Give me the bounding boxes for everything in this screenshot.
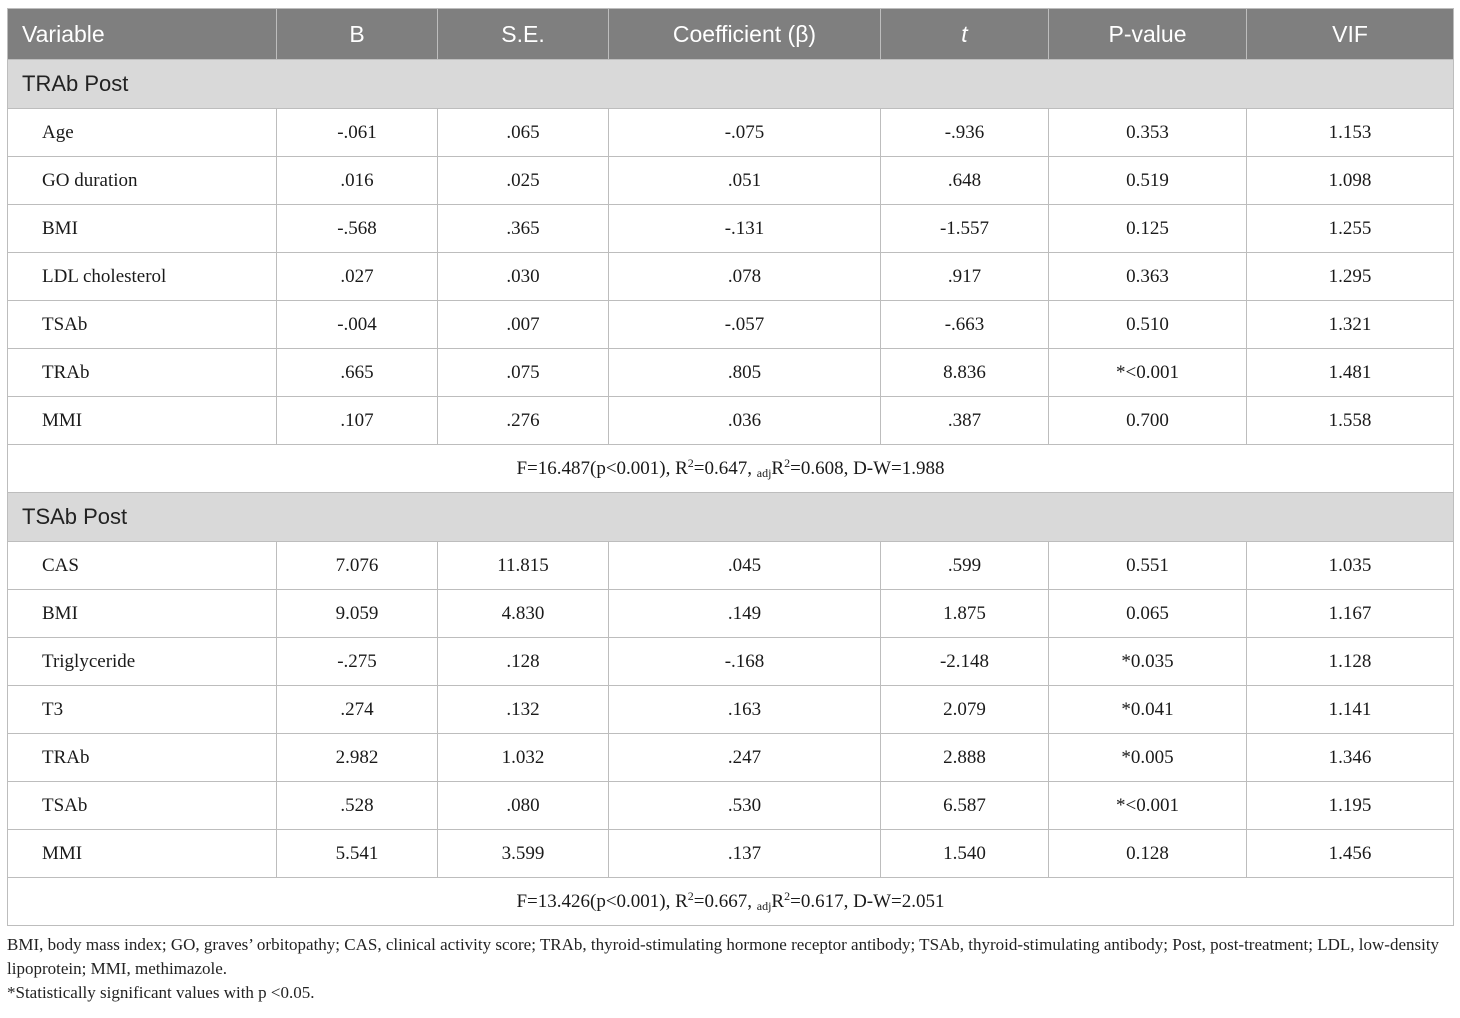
table-row <box>8 205 1454 253</box>
cell-t: 2.888 <box>881 734 1049 782</box>
stats-r2: =0.667, <box>693 890 757 912</box>
cell-variable: MMI <box>8 397 277 445</box>
table-row <box>8 349 1454 397</box>
cell-coef: .036 <box>609 397 881 445</box>
cell-variable: GO duration <box>8 157 277 205</box>
header-p-value: P-value <box>1049 9 1247 60</box>
cell-vif: 1.321 <box>1247 301 1454 349</box>
table-row <box>8 109 1454 157</box>
cell-variable: BMI <box>8 205 277 253</box>
table-footnote <box>7 933 1453 1005</box>
model-stats <box>8 445 1454 493</box>
cell-coef: .530 <box>609 782 881 830</box>
cell-se: .276 <box>438 397 609 445</box>
stats-adjr2: =0.617, D-W=2.051 <box>790 890 945 912</box>
table-row <box>8 638 1454 686</box>
cell-b: 7.076 <box>277 542 438 590</box>
cell-vif: 1.295 <box>1247 253 1454 301</box>
cell-p: 0.065 <box>1049 590 1247 638</box>
regression-table <box>7 8 1454 926</box>
cell-se: .030 <box>438 253 609 301</box>
stats-adj: adj <box>756 465 772 480</box>
stats-adjr2-exp: 2 <box>784 455 791 470</box>
cell-b: .016 <box>277 157 438 205</box>
cell-variable: TRAb <box>8 349 277 397</box>
table-row <box>8 686 1454 734</box>
cell-p: 0.353 <box>1049 109 1247 157</box>
header-vif: VIF <box>1247 9 1454 60</box>
stats-adj: adj <box>756 898 772 913</box>
cell-se: .365 <box>438 205 609 253</box>
cell-vif: 1.456 <box>1247 830 1454 878</box>
cell-b: -.061 <box>277 109 438 157</box>
header-variable: Variable <box>8 9 277 60</box>
cell-t: .387 <box>881 397 1049 445</box>
cell-p: *0.035 <box>1049 638 1247 686</box>
cell-vif: 1.035 <box>1247 542 1454 590</box>
section-row <box>8 493 1454 542</box>
cell-t: .917 <box>881 253 1049 301</box>
header-se: S.E. <box>438 9 609 60</box>
cell-p: *0.041 <box>1049 686 1247 734</box>
model-stats-row <box>8 878 1454 926</box>
cell-vif: 1.153 <box>1247 109 1454 157</box>
cell-b: -.568 <box>277 205 438 253</box>
cell-se: .075 <box>438 349 609 397</box>
cell-coef: -.075 <box>609 109 881 157</box>
cell-coef: .078 <box>609 253 881 301</box>
cell-vif: 1.346 <box>1247 734 1454 782</box>
cell-b: 2.982 <box>277 734 438 782</box>
cell-p: 0.519 <box>1049 157 1247 205</box>
cell-se: 3.599 <box>438 830 609 878</box>
cell-variable: Age <box>8 109 277 157</box>
stats-r: R <box>771 890 785 912</box>
cell-p: 0.510 <box>1049 301 1247 349</box>
table-row <box>8 301 1454 349</box>
cell-t: .648 <box>881 157 1049 205</box>
cell-se: .128 <box>438 638 609 686</box>
cell-p: 0.128 <box>1049 830 1247 878</box>
header-row <box>8 9 1454 60</box>
cell-coef: -.168 <box>609 638 881 686</box>
cell-b: .107 <box>277 397 438 445</box>
cell-vif: 1.128 <box>1247 638 1454 686</box>
cell-b: -.004 <box>277 301 438 349</box>
cell-p: 0.125 <box>1049 205 1247 253</box>
cell-variable: CAS <box>8 542 277 590</box>
regression-table-container <box>7 8 1453 926</box>
header-t: t <box>881 9 1049 60</box>
cell-se: 1.032 <box>438 734 609 782</box>
stats-adjr2: =0.608, D-W=1.988 <box>790 457 945 479</box>
cell-b: .665 <box>277 349 438 397</box>
cell-p: *<0.001 <box>1049 782 1247 830</box>
cell-coef: .163 <box>609 686 881 734</box>
cell-p: *0.005 <box>1049 734 1247 782</box>
stats-adjr2-exp: 2 <box>784 888 791 903</box>
cell-vif: 1.098 <box>1247 157 1454 205</box>
cell-coef: .051 <box>609 157 881 205</box>
cell-vif: 1.558 <box>1247 397 1454 445</box>
cell-vif: 1.141 <box>1247 686 1454 734</box>
cell-t: -1.557 <box>881 205 1049 253</box>
cell-p: 0.363 <box>1049 253 1247 301</box>
cell-se: 4.830 <box>438 590 609 638</box>
cell-coef: .045 <box>609 542 881 590</box>
cell-coef: .149 <box>609 590 881 638</box>
table-row <box>8 830 1454 878</box>
cell-t: 1.875 <box>881 590 1049 638</box>
cell-se: .025 <box>438 157 609 205</box>
header-b: B <box>277 9 438 60</box>
cell-se: .065 <box>438 109 609 157</box>
table-body <box>8 60 1454 926</box>
cell-coef: .137 <box>609 830 881 878</box>
stats-r2-exp: 2 <box>687 888 694 903</box>
section-title: TRAb Post <box>8 60 1454 109</box>
cell-coef: .247 <box>609 734 881 782</box>
cell-b: .528 <box>277 782 438 830</box>
cell-variable: TSAb <box>8 301 277 349</box>
cell-b: .274 <box>277 686 438 734</box>
cell-p: 0.551 <box>1049 542 1247 590</box>
cell-t: 2.079 <box>881 686 1049 734</box>
header-coefficient: Coefficient (β) <box>609 9 881 60</box>
cell-t: 6.587 <box>881 782 1049 830</box>
table-row <box>8 590 1454 638</box>
model-stats-row <box>8 445 1454 493</box>
table-row <box>8 542 1454 590</box>
stats-r: R <box>771 457 785 479</box>
cell-b: .027 <box>277 253 438 301</box>
cell-variable: TRAb <box>8 734 277 782</box>
table-row <box>8 734 1454 782</box>
cell-vif: 1.195 <box>1247 782 1454 830</box>
cell-t: -2.148 <box>881 638 1049 686</box>
cell-variable: MMI <box>8 830 277 878</box>
cell-t: .599 <box>881 542 1049 590</box>
cell-vif: 1.255 <box>1247 205 1454 253</box>
cell-t: 1.540 <box>881 830 1049 878</box>
cell-b: 5.541 <box>277 830 438 878</box>
section-title: TSAb Post <box>8 493 1454 542</box>
section-row <box>8 60 1454 109</box>
table-row <box>8 397 1454 445</box>
cell-coef: .805 <box>609 349 881 397</box>
stats-r2: =0.647, <box>693 457 757 479</box>
footnote-abbreviations: BMI, body mass index; GO, graves’ orbitopathy; CAS, clinical activity score; TRAb, thyroid-stimulating hormone receptor antibody; TSAb, thyroid-stimulating antibody; Post, post-treatment; LDL, low-density lipoprotein; MMI, methimazole. <box>7 935 1440 978</box>
cell-variable: BMI <box>8 590 277 638</box>
cell-se: .080 <box>438 782 609 830</box>
table-row <box>8 253 1454 301</box>
cell-vif: 1.167 <box>1247 590 1454 638</box>
stats-r2-exp: 2 <box>687 455 694 470</box>
stats-f: F=13.426(p<0.001), R <box>516 890 688 912</box>
cell-t: -.936 <box>881 109 1049 157</box>
cell-b: 9.059 <box>277 590 438 638</box>
cell-p: 0.700 <box>1049 397 1247 445</box>
table-row <box>8 157 1454 205</box>
cell-se: 11.815 <box>438 542 609 590</box>
cell-se: .132 <box>438 686 609 734</box>
cell-b: -.275 <box>277 638 438 686</box>
stats-f: F=16.487(p<0.001), R <box>516 457 688 479</box>
cell-t: -.663 <box>881 301 1049 349</box>
footnote-significance: *Statistically significant values with p <0.05. <box>7 983 315 1002</box>
cell-variable: TSAb <box>8 782 277 830</box>
cell-variable: Triglyceride <box>8 638 277 686</box>
cell-coef: -.131 <box>609 205 881 253</box>
cell-variable: T3 <box>8 686 277 734</box>
cell-variable: LDL cholesterol <box>8 253 277 301</box>
model-stats <box>8 878 1454 926</box>
cell-p: *<0.001 <box>1049 349 1247 397</box>
cell-t: 8.836 <box>881 349 1049 397</box>
cell-se: .007 <box>438 301 609 349</box>
cell-coef: -.057 <box>609 301 881 349</box>
cell-vif: 1.481 <box>1247 349 1454 397</box>
table-row <box>8 782 1454 830</box>
